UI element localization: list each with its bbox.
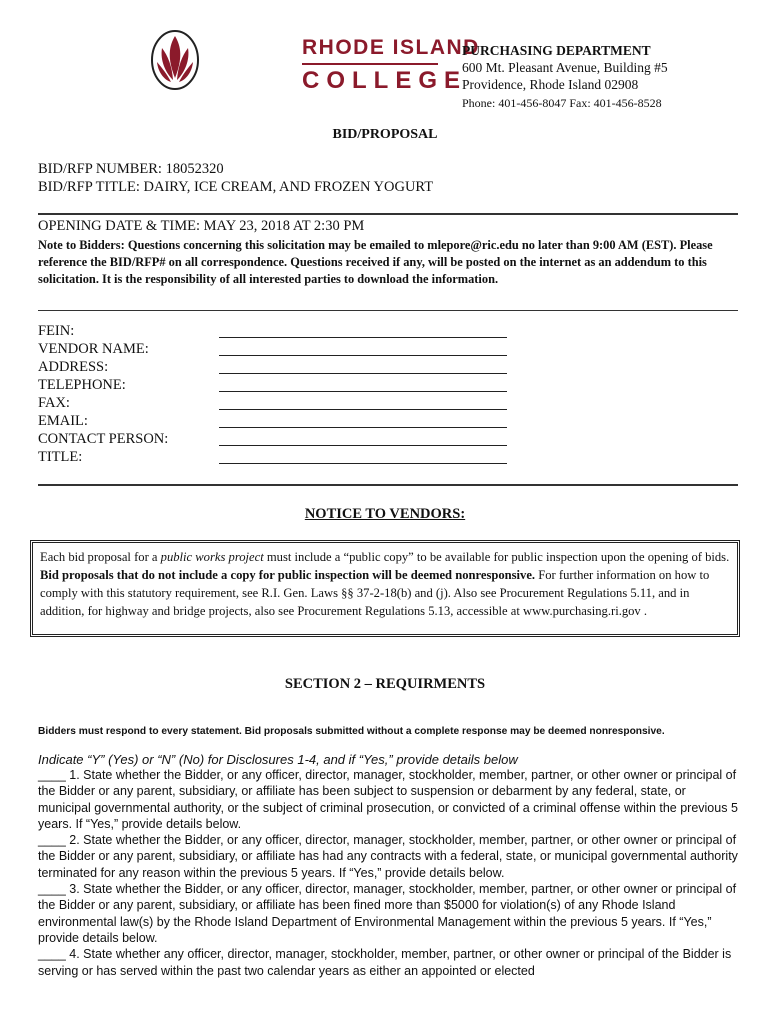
fill-line[interactable] (219, 355, 507, 356)
address-line1: 600 Mt. Pleasant Avenue, Building #5 (462, 60, 668, 75)
vendor-info-form (38, 322, 518, 466)
vendor-name-field[interactable] (38, 340, 518, 358)
fill-line[interactable] (219, 391, 507, 392)
bid-proposal-heading: BID/PROPOSAL (332, 127, 438, 142)
rfp-title: BID/RFP TITLE: DAIRY, ICE CREAM, AND FROZEN YOGURT (38, 179, 434, 195)
fill-line[interactable] (219, 373, 507, 374)
field-label: TITLE: (38, 449, 83, 465)
note-to-bidders: Note to Bidders: Questions concerning this solicitation may be emailed to mlepore@ric.edu no later than 9:00 AM (EST). Please reference the BID/RFP# on all correspondence. Questions received if any, will be posted on the internet as an addendum to this solicitation. It is the responsibility of all interested parties to download the information. (38, 238, 713, 286)
email-field[interactable] (38, 412, 518, 430)
field-label: CONTACT PERSON: (38, 431, 169, 447)
section-heading: SECTION 2 – REQUIRMENTS (284, 676, 486, 692)
disclosure-item: ____ 1. State whether the Bidder, or any officer, director, manager, stockholder, member, partner, or other owner or principal of the Bidder or any parent, subsidiary, or affiliate has been subject to suspension or debarment by any federal, state, or municipal governmental authority, or the subject of criminal prosecution, or convicted of a criminal offense within the previous 5 years. If “Yes,” provide details below. (38, 768, 738, 831)
field-label: TELEPHONE: (38, 377, 126, 393)
field-label: FEIN: (38, 323, 75, 339)
disclosure-item: ____ 3. State whether the Bidder, or any officer, director, manager, stockholder, member, partner, or other owner or principal of the Bidder or any parent, subsidiary, or affiliate has been fined more than $5000 for violation(s) of any Rhode Island environmental law(s) by the Rhode Island Department of Environmental Management within the previous 5 years. If “Yes,” provide details below. (38, 882, 737, 945)
field-label: VENDOR NAME: (38, 341, 149, 357)
disclosure-list (38, 767, 738, 979)
fill-line[interactable] (219, 445, 507, 446)
field-label: FAX: (38, 395, 70, 411)
contact-person-field[interactable] (38, 430, 518, 448)
address-line2: Providence, Rhode Island 02908 (462, 77, 639, 92)
address-field[interactable] (38, 358, 518, 376)
department-address (462, 42, 668, 112)
notice-text: For further information on how to comply with this statutory requirement, see R.I. Gen. Laws §§ 37-2-18(b) and (j). Also see Procurement Regulations 5.11, and in addition, for highway and bridge projects, also see Procurement Regulations 5.13, accessible at www.purchasing.ri.gov . (40, 568, 710, 618)
disclosure-item: ____ 2. State whether the Bidder, or any officer, director, manager, stockholder, member, partner, or other owner or principal of the Bidder or any parent, subsidiary, or affiliate has had any contracts with a federal, state, or municipal governmental authority terminated for any reason within the previous 5 years. If “Yes,” provide details below. (38, 833, 738, 880)
telephone-field[interactable] (38, 376, 518, 394)
divider (38, 484, 738, 486)
notice-heading: NOTICE TO VENDORS: (304, 506, 466, 522)
fax-field[interactable] (38, 394, 518, 412)
fein-field[interactable] (38, 322, 518, 340)
logo-divider (302, 63, 438, 65)
notice-text: must include a “public copy” to be available for public inspection upon the opening of bids. (263, 550, 730, 564)
logo-line1: RHODE ISLAND (302, 36, 480, 59)
notice-box (30, 540, 740, 637)
fill-line[interactable] (219, 409, 507, 410)
fill-line[interactable] (219, 337, 507, 338)
notice-bold: Bid proposals that do not include a copy for public inspection will be deemed nonresponsive. (40, 568, 536, 582)
rfp-number: BID/RFP NUMBER: 18052320 (38, 161, 224, 177)
disclosure-item: ____ 4. State whether any officer, director, manager, stockholder, member, partner, or other owner or principal of the Bidder is serving or has served within the past two calendar years as either an appointed or elected (38, 947, 732, 978)
fill-line[interactable] (219, 463, 507, 464)
department-title: PURCHASING DEPARTMENT (462, 43, 651, 58)
notice-italic: public works project (160, 550, 264, 564)
divider (38, 213, 738, 215)
field-label: ADDRESS: (38, 359, 109, 375)
phone-fax: Phone: 401-456-8047 Fax: 401-456-8528 (462, 96, 662, 110)
opening-date-time: OPENING DATE & TIME: MAY 23, 2018 AT 2:30 PM (38, 218, 365, 234)
bidders-note: Bidders must respond to every statement. Bid proposals submitted without a complete response may be deemed nonresponsive. (38, 726, 665, 737)
notice-text: Each bid proposal for a (40, 550, 161, 564)
college-seal-icon (148, 28, 202, 92)
indicate-instructions: Indicate “Y” (Yes) or “N” (No) for Disclosures 1-4, and if “Yes,” provide details below (38, 752, 518, 767)
title-field[interactable] (38, 448, 518, 466)
college-logo (302, 36, 480, 94)
divider (38, 310, 738, 311)
fill-line[interactable] (219, 427, 507, 428)
logo-line2: COLLEGE (302, 67, 468, 94)
field-label: EMAIL: (38, 413, 88, 429)
